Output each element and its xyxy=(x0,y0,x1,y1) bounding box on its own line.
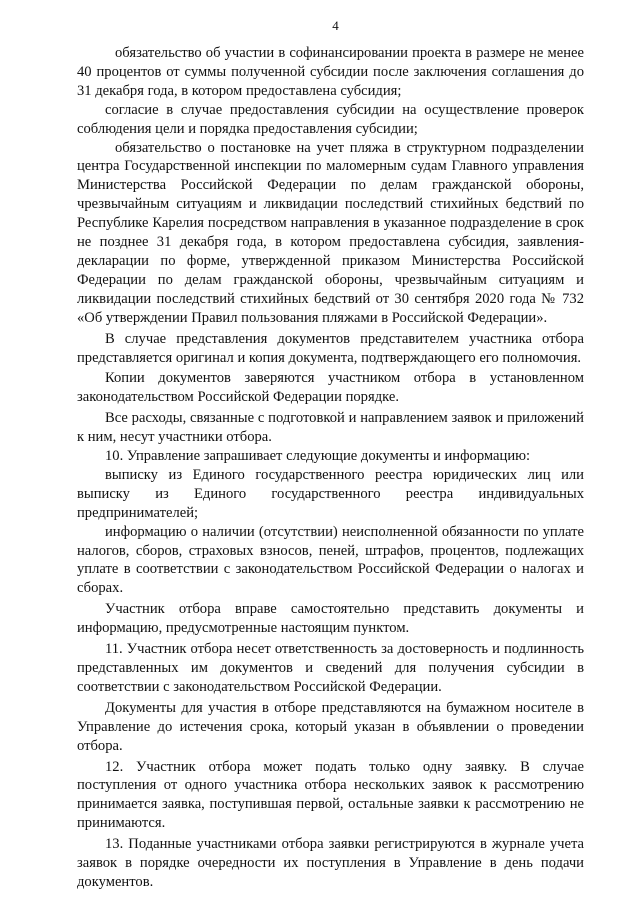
paragraph-representative-documents: В случае представления документов представителем участника отбора представляется оригинал и копия документа, подтверждающего его полномочия. xyxy=(77,330,584,366)
paragraph-paper-submission: Документы для участия в отборе представляются на бумажном носителе в Управление до истечения срока, который указан в объявлении о проведении отбора. xyxy=(77,699,584,754)
paragraph-registry-extract: выписку из Единого государственного реестра юридических лиц или выписку из Единого государственного реестра индивидуальных предпринимателей; xyxy=(77,466,584,521)
paragraph-item-12: 12. Участник отбора может подать только одну заявку. В случае поступления от одного участника отбора нескольких заявок к рассмотрению принимается заявка, поступившая первой, остальные заявки к рассмотрению не принимаются. xyxy=(77,758,584,832)
paragraph-document-copies: Копии документов заверяются участником отбора в установленном законодательством Российской Федерации порядке. xyxy=(77,370,584,406)
paragraph-consent-to-audit: согласие в случае предоставления субсидии на осуществление проверок соблюдения цели и порядка предоставления субсидии; xyxy=(77,101,584,137)
paragraph-expenses: Все расходы, связанные с подготовкой и направлением заявок и приложений к ним, несут участники отбора. xyxy=(77,410,584,446)
paragraph-item-10: 10. Управление запрашивает следующие документы и информацию: xyxy=(105,448,531,465)
paragraph-cofinancing-obligation: обязательство об участии в софинансировании проекта в размере не менее 40 процентов от суммы полученной субсидии после заключения соглашения до 31 декабря года, в котором предоставлена субсидия; xyxy=(77,45,584,99)
paragraph-item-11: 11. Участник отбора несет ответственность за достоверность и подлинность представленных им документов и сведений для получения субсидии в соответствии с законодательством Российской Федерации. xyxy=(77,641,584,695)
paragraph-own-submission: Участник отбора вправе самостоятельно представить документы и информацию, предусмотренные настоящим пунктом. xyxy=(77,601,584,637)
paragraph-item-13: 13. Поданные участниками отбора заявки регистрируются в журнале учета заявок в порядке очередности их поступления в Управление в день подачи документов. xyxy=(77,836,584,890)
page-number: 4 xyxy=(332,18,339,33)
paragraph-tax-information: информацию о наличии (отсутствии) неисполненной обязанности по уплате налогов, сборов, страховых взносов, пеней, штрафов, процентов, подлежащих уплате в соответствии с законодательством Российской Федерации о налогах и сборах. xyxy=(77,523,584,597)
paragraph-beach-registration-obligation: обязательство о постановке на учет пляжа в структурном подразделении центра Государственной инспекции по маломерным судам Главного управления Министерства Российской Федерации по делам гражданской обороны, чрезвычайным ситуациям и ликвидации последствий стихийных бедствий по Республике Карелия посредством направления в указанное подразделение в срок не позднее 31 декабря года, в котором предоставлена субсидия, заявления-декларации по форме, утвержденной приказом Министерства Российской Федерации по делам гражданской обороны, чрезвычайным ситуациям и ликвидации последствий стихийных бедствий от 30 сентября 2020 года № 732 «Об утверждении Правил пользования пляжами в Российской Федерации». xyxy=(77,139,584,326)
